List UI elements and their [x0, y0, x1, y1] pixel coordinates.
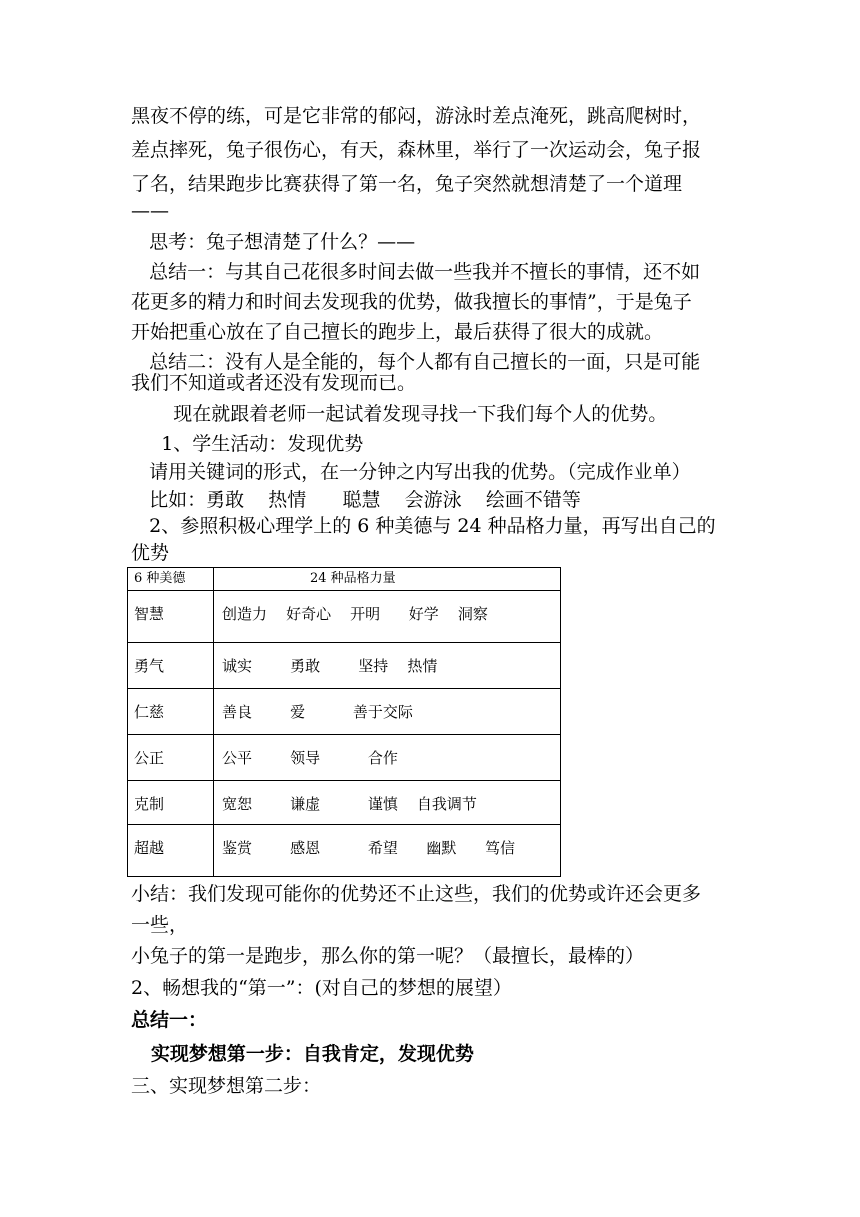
text-line: 思考：兔子想清楚了什么？—— — [131, 231, 416, 253]
text-line: 2、畅想我的“第一”：(对自己的梦想的展望） — [131, 977, 512, 999]
virtue-cell: 智慧 — [128, 591, 214, 643]
text-line: 1、学生活动：发现优势 — [131, 433, 364, 455]
text-line: 总结二：没有人是全能的，每个人都有自己擅长的一面，只是可能 — [131, 351, 701, 373]
text-line: 总结一：与其自己花很多时间去做一些我并不擅长的事情，还不如 — [131, 261, 701, 283]
virtues-table — [127, 567, 561, 877]
text-line: 我们不知道或者还没有发现而已。 — [131, 372, 417, 394]
table-row — [128, 689, 561, 735]
section-three-heading: 三、实现梦想第二步： — [131, 1075, 322, 1097]
text-line: 小兔子的第一是跑步，那么你的第一呢？（最擅长，最棒的） — [131, 945, 645, 967]
text-line: 开始把重心放在了自己擅长的跑步上，最后获得了很大的成就。 — [131, 321, 664, 343]
summary-step: 实现梦想第一步：自我肯定，发现优势 — [131, 1043, 474, 1065]
text-line: 现在就跟着老师一起试着发现寻找一下我们每个人的优势。 — [131, 403, 668, 425]
strengths-cell: 公平 领导 合作 — [214, 735, 561, 781]
table-row — [128, 825, 561, 877]
table-row — [128, 781, 561, 825]
text-line: 了名，结果跑步比赛获得了第一名，兔子突然就想清楚了一个道理 — [131, 173, 683, 195]
text-line: —— — [131, 200, 169, 222]
table-row — [128, 643, 561, 689]
strengths-cell: 善良 爱 善于交际 — [214, 689, 561, 735]
strengths-cell: 诚实 勇敢 坚持 热情 — [214, 643, 561, 689]
text-line: 一些， — [131, 914, 189, 936]
text-line: 请用关键词的形式，在一分钟之内写出我的优势。（完成作业单） — [131, 461, 691, 483]
table-header-row — [128, 568, 561, 591]
virtue-cell: 超越 — [128, 825, 214, 877]
table-header-virtues: 6 种美德 — [128, 568, 214, 591]
strengths-cell: 宽恕 谦虚 谨慎 自我调节 — [214, 781, 561, 825]
table-row — [128, 591, 561, 643]
table-row — [128, 735, 561, 781]
text-line: 优势 — [131, 542, 170, 564]
summary-heading: 总结一： — [131, 1009, 208, 1031]
text-line: 差点摔死，兔子很伤心，有天，森林里，举行了一次运动会，兔子报 — [131, 139, 702, 161]
strengths-cell: 鉴赏 感恩 希望 幽默 笃信 — [214, 825, 561, 877]
text-line: 小结：我们发现可能你的优势还不止这些，我们的优势或许还会更多 — [131, 883, 702, 905]
strengths-cell: 创造力 好奇心 开明 好学 洞察 — [214, 591, 561, 643]
text-line: 比如：勇敢 热情 聪慧 会游泳 绘画不错等 — [131, 489, 581, 511]
text-line: 2、参照积极心理学上的 6 种美德与 24 种品格力量，再写出自己的 — [131, 515, 716, 537]
virtue-cell: 公正 — [128, 735, 214, 781]
table-header-strengths: 24 种品格力量 — [214, 568, 561, 591]
virtue-cell: 仁慈 — [128, 689, 214, 735]
virtue-cell: 克制 — [128, 781, 214, 825]
text-line: 黑夜不停的练，可是它非常的郁闷，游泳时差点淹死，跳高爬树时， — [131, 105, 702, 127]
text-line: 花更多的精力和时间去发现我的优势，做我擅长的事情”，于是兔子 — [131, 291, 692, 313]
virtue-cell: 勇气 — [128, 643, 214, 689]
